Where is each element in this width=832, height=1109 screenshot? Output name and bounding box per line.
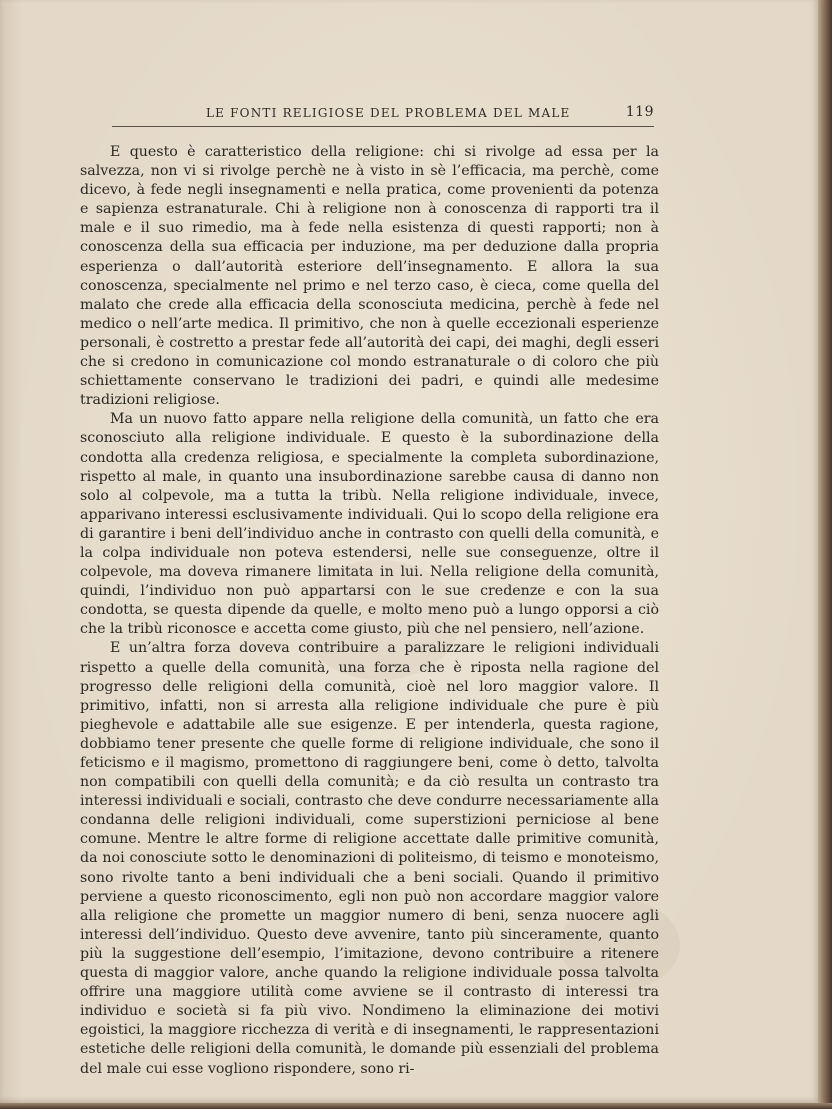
running-title: LE FONTI RELIGIOSE DEL PROBLEMA DEL MALE — [206, 106, 571, 120]
running-header — [112, 102, 654, 127]
page-edge-bottom — [0, 1103, 832, 1109]
paragraph: E questo è caratteristico della religione: chi si rivolge ad essa per la salvezza, non vi si rivolge perchè ne à visto in sè l’efficacia, ma perchè, come dicevo, à fede negli insegnamenti e nella pratica, come provenienti da potenza e sapienza estranaturale. Chi à religione non à conoscenza di rapporti tra il male e il suo rimedio, ma à fede nella esistenza di questi rapporti; non à conoscenza della sua efficacia per induzione, ma per deduzione dalla propria esperienza o dall’autorità esteriore dell’insegnamento. E allora la sua conoscenza, specialmente nel primo e nel terzo caso, è cieca, come quella del malato che crede alla efficacia della sconosciuta medicina, perchè à fede nel medico o nell’arte medica. Il primitivo, che non à quelle eccezionali esperienze personali, è costretto a prestar fede all’autorità dei capi, dei maghi, degli esseri che si credono in comunicazione col mondo estranaturale o di coloro che più schiettamente conservano le tradizioni dei padri, e quindi alle medesime tradizioni religiose. — [80, 144, 659, 409]
paragraph: E un’altra forza doveva contribuire a paralizzare le religioni individuali rispetto a quelle della comunità, una forza che è riposta nella ragione del progresso delle religioni della comunità, cioè nel loro maggior valore. Il primitivo, infatti, non si arresta alla religione individuale che pure è più pieghevole e adattabile alle sue esigenze. E per intenderla, questa ragione, dobbiamo tener presente che quelle forme di religione individuale, che sono il feticismo e il magismo, promettono di raggiungere beni, come ò detto, talvolta non compatibili con quelli della comunità; e da ciò resulta un contrasto tra interessi individuali e sociali, contrasto che deve condurre necessariamente alla condanna delle religioni individuali, come superstizioni perniciose al bene comune. Mentre le altre forme di religione accettate dalle primitive comunità, da noi conosciute sotto le denominazioni di politeismo, di teismo e monoteismo, sono rivolte tanto a beni individuali che a beni sociali. Quando il primitivo perviene a questo riconoscimento, egli non può non accordare maggior valore alla religione che promette un maggior numero di beni, senza nuocere agli interessi dell’individuo. Questo deve avvenire, tanto più sinceramente, quanto più la suggestione dell’esempio, l’imitazione, devono contribuire a ritenere questa di maggior valore, anche quando la religione individuale possa talvolta offrire una maggiore utilità come avviene se il contrasto di interessi tra individuo e società si fa più vivo. Nondimeno la eliminazione dei motivi egoistici, la maggiore ricchezza di verità e di insegnamenti, le rappresentazioni estetiche delle religioni della comunità, le domande più essenziali del problema del male cui esse vogliono rispondere, sono ri- — [80, 640, 659, 1077]
paragraph: Ma un nuovo fatto appare nella religione della comunità, un fatto che era sconosciuto alla religione individuale. E questo è la subordinazione della condotta alla credenza religiosa, e specialmente la completa subordinazione, rispetto al male, in quanto una insubordinazione sarebbe causa di danno non solo al colpevole, ma a tutta la tribù. Nella religione individuale, invece, apparivano interessi esclusivamente individuali. Qui lo scopo della religione era di garantire i beni dell’individuo anche in contrasto con quelli della comunità, e la colpa individuale non poteva estendersi, nelle sue conseguenze, oltre il colpevole, ma doveva rimanere limitata in lui. Nella religione della comunità, quindi, l’individuo non può appartarsi con le sue credenze e con la sua condotta, se questa dipende da quelle, e molto meno può a lungo opporsi a ciò che la tribù riconosce e accetta come giusto, più che nel pensiero, nell’azione. — [80, 411, 659, 638]
body-text — [80, 143, 659, 1079]
page-edge-right — [818, 0, 832, 1109]
page-number: 119 — [625, 104, 654, 120]
